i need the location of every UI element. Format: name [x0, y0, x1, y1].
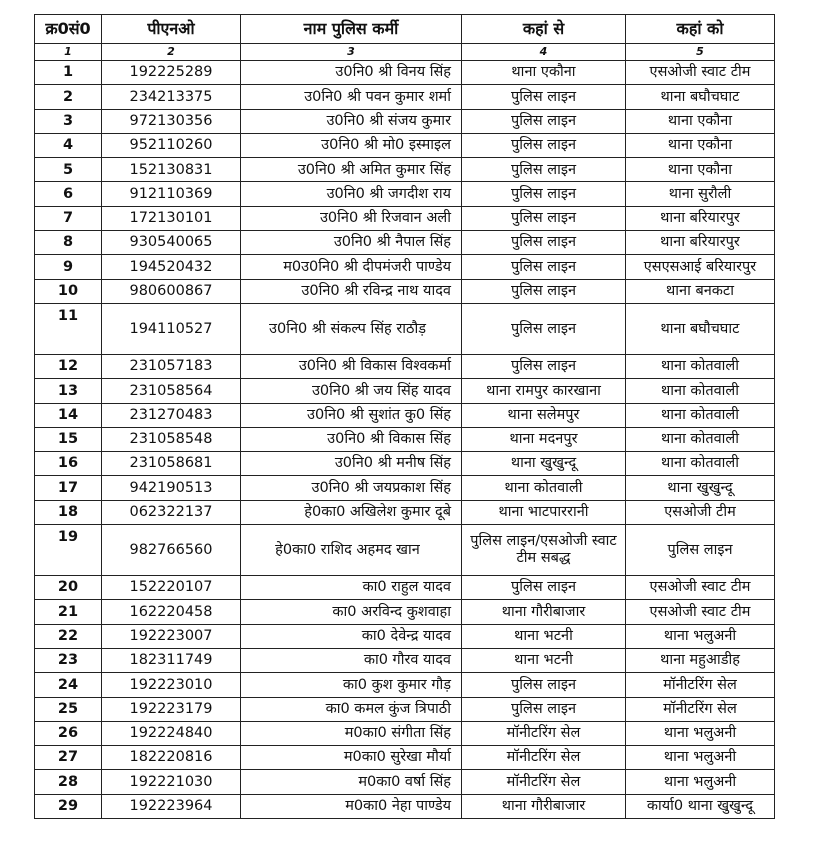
- cell-name: उ0नि0 श्री विकास सिंह: [241, 427, 462, 451]
- table-row: [35, 500, 775, 524]
- cell-to: थाना महुआडीह: [626, 648, 775, 672]
- cell-pno: 192221030: [102, 770, 241, 794]
- cell-to: एसओजी टीम: [626, 500, 775, 524]
- cell-pno: 192223964: [102, 794, 241, 818]
- cell-to: थाना बघौचघाट: [626, 85, 775, 109]
- cell-to: पुलिस लाइन: [626, 525, 775, 576]
- column-number: 2: [102, 44, 241, 61]
- cell-to: थाना बनकटा: [626, 279, 775, 303]
- table-row: [35, 648, 775, 672]
- cell-name: उ0नि0 श्री संजय कुमार: [241, 109, 462, 133]
- cell-to: थाना बरियारपुर: [626, 231, 775, 255]
- table-row: [35, 403, 775, 427]
- cell-pno: 952110260: [102, 133, 241, 157]
- table-row: [35, 158, 775, 182]
- cell-to: थाना भलुअनी: [626, 721, 775, 745]
- table-row: [35, 133, 775, 157]
- cell-sno: 10: [35, 279, 102, 303]
- cell-from: पुलिस लाइन: [462, 133, 626, 157]
- cell-name: का0 कुश कुमार गौड़: [241, 673, 462, 697]
- table-row: [35, 697, 775, 721]
- cell-sno: 16: [35, 452, 102, 476]
- table-row: [35, 746, 775, 770]
- cell-sno: 6: [35, 182, 102, 206]
- cell-name: का0 देवेन्द्र यादव: [241, 624, 462, 648]
- table-row: [35, 794, 775, 818]
- cell-sno: 11: [35, 303, 102, 354]
- cell-from: पुलिस लाइन: [462, 182, 626, 206]
- table-row: [35, 600, 775, 624]
- cell-to: थाना भलुअनी: [626, 746, 775, 770]
- header-from: कहां से: [462, 15, 626, 44]
- cell-pno: 182220816: [102, 746, 241, 770]
- cell-from: मॉनीटरिंग सेल: [462, 746, 626, 770]
- cell-from: मॉनीटरिंग सेल: [462, 721, 626, 745]
- cell-sno: 13: [35, 379, 102, 403]
- cell-sno: 28: [35, 770, 102, 794]
- cell-from: पुलिस लाइन: [462, 255, 626, 279]
- cell-sno: 5: [35, 158, 102, 182]
- table-row: [35, 525, 775, 576]
- cell-pno: 942190513: [102, 476, 241, 500]
- cell-from: पुलिस लाइन: [462, 109, 626, 133]
- cell-sno: 7: [35, 206, 102, 230]
- column-number: 1: [35, 44, 102, 61]
- cell-pno: 930540065: [102, 231, 241, 255]
- cell-sno: 1: [35, 61, 102, 85]
- cell-to: कार्या0 थाना खुखुन्दू: [626, 794, 775, 818]
- cell-to: थाना सुरौली: [626, 182, 775, 206]
- cell-from: पुलिस लाइन: [462, 576, 626, 600]
- cell-sno: 25: [35, 697, 102, 721]
- cell-from: पुलिस लाइन: [462, 206, 626, 230]
- cell-to: थाना कोतवाली: [626, 379, 775, 403]
- cell-from: पुलिस लाइन: [462, 231, 626, 255]
- table-row: [35, 476, 775, 500]
- column-number: 3: [241, 44, 462, 61]
- cell-to: एसओजी स्वाट टीम: [626, 576, 775, 600]
- column-number-row: [35, 44, 775, 61]
- cell-sno: 15: [35, 427, 102, 451]
- cell-name: हे0का0 राशिद अहमद खान: [241, 525, 462, 576]
- column-number: 5: [626, 44, 775, 61]
- table-row: [35, 61, 775, 85]
- cell-sno: 27: [35, 746, 102, 770]
- cell-sno: 22: [35, 624, 102, 648]
- cell-to: थाना बरियारपुर: [626, 206, 775, 230]
- cell-to: मॉनीटरिंग सेल: [626, 673, 775, 697]
- cell-from: पुलिस लाइन: [462, 279, 626, 303]
- cell-pno: 194110527: [102, 303, 241, 354]
- cell-name: का0 राहुल यादव: [241, 576, 462, 600]
- cell-pno: 912110369: [102, 182, 241, 206]
- cell-from: थाना सलेमपुर: [462, 403, 626, 427]
- cell-to: थाना बघौचघाट: [626, 303, 775, 354]
- table-row: [35, 303, 775, 354]
- cell-name: उ0नि0 श्री जयप्रकाश सिंह: [241, 476, 462, 500]
- header-name: नाम पुलिस कर्मी: [241, 15, 462, 44]
- table-row: [35, 85, 775, 109]
- cell-to: थाना कोतवाली: [626, 427, 775, 451]
- cell-name: का0 गौरव यादव: [241, 648, 462, 672]
- cell-name: उ0नि0 श्री संकल्प सिंह राठौड़: [241, 303, 462, 354]
- cell-name: उ0नि0 श्री सुशांत कु0 सिंह: [241, 403, 462, 427]
- cell-pno: 192223179: [102, 697, 241, 721]
- cell-pno: 192223007: [102, 624, 241, 648]
- cell-name: का0 अरविन्द कुशवाहा: [241, 600, 462, 624]
- header-row: [35, 15, 775, 44]
- cell-pno: 194520432: [102, 255, 241, 279]
- cell-pno: 192223010: [102, 673, 241, 697]
- cell-pno: 972130356: [102, 109, 241, 133]
- cell-pno: 231058564: [102, 379, 241, 403]
- table-row: [35, 721, 775, 745]
- table-row: [35, 206, 775, 230]
- cell-name: उ0नि0 श्री नैपाल सिंह: [241, 231, 462, 255]
- cell-from: थाना भाटपाररानी: [462, 500, 626, 524]
- header-pno: पीएनओ: [102, 15, 241, 44]
- cell-sno: 4: [35, 133, 102, 157]
- cell-name: उ0नि0 श्री अमित कुमार सिंह: [241, 158, 462, 182]
- cell-to: थाना कोतवाली: [626, 403, 775, 427]
- cell-from: पुलिस लाइन: [462, 673, 626, 697]
- cell-pno: 192224840: [102, 721, 241, 745]
- cell-name: म0का0 संगीता सिंह: [241, 721, 462, 745]
- cell-to: एसओजी स्वाट टीम: [626, 61, 775, 85]
- cell-name: उ0नि0 श्री मो0 इस्माइल: [241, 133, 462, 157]
- table-row: [35, 231, 775, 255]
- cell-sno: 8: [35, 231, 102, 255]
- cell-from: पुलिस लाइन: [462, 158, 626, 182]
- cell-from: थाना रामपुर कारखाना: [462, 379, 626, 403]
- cell-pno: 231058548: [102, 427, 241, 451]
- transfer-list-document: [34, 14, 774, 819]
- cell-pno: 152130831: [102, 158, 241, 182]
- table-row: [35, 255, 775, 279]
- cell-to: थाना कोतवाली: [626, 354, 775, 378]
- cell-to: एसओजी स्वाट टीम: [626, 600, 775, 624]
- cell-name: हे0का0 अखिलेश कुमार दूबे: [241, 500, 462, 524]
- cell-sno: 19: [35, 525, 102, 576]
- cell-to: थाना भलुअनी: [626, 624, 775, 648]
- cell-sno: 24: [35, 673, 102, 697]
- table-row: [35, 354, 775, 378]
- cell-to: थाना एकौना: [626, 109, 775, 133]
- column-number: 4: [462, 44, 626, 61]
- cell-sno: 20: [35, 576, 102, 600]
- cell-pno: 182311749: [102, 648, 241, 672]
- cell-name: म0उ0नि0 श्री दीपमंजरी पाण्डेय: [241, 255, 462, 279]
- cell-pno: 231057183: [102, 354, 241, 378]
- cell-pno: 162220458: [102, 600, 241, 624]
- cell-name: उ0नि0 श्री जगदीश राय: [241, 182, 462, 206]
- cell-to: मॉनीटरिंग सेल: [626, 697, 775, 721]
- cell-name: म0का0 वर्षा सिंह: [241, 770, 462, 794]
- cell-to: थाना एकौना: [626, 158, 775, 182]
- cell-name: उ0नि0 श्री विकास विश्वकर्मा: [241, 354, 462, 378]
- cell-to: थाना भलुअनी: [626, 770, 775, 794]
- cell-pno: 234213375: [102, 85, 241, 109]
- cell-from: पुलिस लाइन: [462, 85, 626, 109]
- header-to: कहां को: [626, 15, 775, 44]
- header-sno: क्र0सं0: [35, 15, 102, 44]
- cell-name: उ0नि0 श्री पवन कुमार शर्मा: [241, 85, 462, 109]
- cell-name: म0का0 नेहा पाण्डेय: [241, 794, 462, 818]
- table-row: [35, 624, 775, 648]
- cell-name: उ0नि0 श्री जय सिंह यादव: [241, 379, 462, 403]
- cell-name: उ0नि0 श्री मनीष सिंह: [241, 452, 462, 476]
- transfer-table: [34, 14, 775, 819]
- cell-name: उ0नि0 श्री विनय सिंह: [241, 61, 462, 85]
- table-row: [35, 673, 775, 697]
- cell-pno: 152220107: [102, 576, 241, 600]
- cell-from: पुलिस लाइन: [462, 303, 626, 354]
- cell-from: थाना कोतवाली: [462, 476, 626, 500]
- table-row: [35, 576, 775, 600]
- cell-pno: 980600867: [102, 279, 241, 303]
- table-body: [35, 61, 775, 819]
- table-row: [35, 452, 775, 476]
- cell-sno: 14: [35, 403, 102, 427]
- cell-from: थाना गौरीबाजार: [462, 600, 626, 624]
- cell-sno: 3: [35, 109, 102, 133]
- cell-sno: 12: [35, 354, 102, 378]
- cell-from: पुलिस लाइन/एसओजी स्वाट टीम सबद्ध: [462, 525, 626, 576]
- cell-sno: 9: [35, 255, 102, 279]
- table-row: [35, 379, 775, 403]
- cell-to: एसएसआई बरियारपुर: [626, 255, 775, 279]
- cell-pno: 172130101: [102, 206, 241, 230]
- cell-from: पुलिस लाइन: [462, 697, 626, 721]
- table-row: [35, 109, 775, 133]
- cell-from: मॉनीटरिंग सेल: [462, 770, 626, 794]
- cell-sno: 26: [35, 721, 102, 745]
- cell-to: थाना एकौना: [626, 133, 775, 157]
- cell-sno: 29: [35, 794, 102, 818]
- cell-to: थाना खुखुन्दू: [626, 476, 775, 500]
- cell-sno: 21: [35, 600, 102, 624]
- cell-pno: 062322137: [102, 500, 241, 524]
- table-row: [35, 427, 775, 451]
- cell-name: उ0नि0 श्री रिजवान अली: [241, 206, 462, 230]
- cell-from: थाना भटनी: [462, 624, 626, 648]
- table-row: [35, 770, 775, 794]
- cell-sno: 2: [35, 85, 102, 109]
- cell-pno: 231058681: [102, 452, 241, 476]
- cell-to: थाना कोतवाली: [626, 452, 775, 476]
- cell-from: पुलिस लाइन: [462, 354, 626, 378]
- cell-from: थाना गौरीबाजार: [462, 794, 626, 818]
- cell-from: थाना भटनी: [462, 648, 626, 672]
- cell-sno: 23: [35, 648, 102, 672]
- cell-pno: 192225289: [102, 61, 241, 85]
- cell-from: थाना खुखुन्दू: [462, 452, 626, 476]
- cell-name: म0का0 सुरेखा मौर्या: [241, 746, 462, 770]
- cell-pno: 231270483: [102, 403, 241, 427]
- cell-from: थाना एकौना: [462, 61, 626, 85]
- cell-sno: 18: [35, 500, 102, 524]
- table-row: [35, 279, 775, 303]
- cell-sno: 17: [35, 476, 102, 500]
- cell-name: उ0नि0 श्री रविन्द्र नाथ यादव: [241, 279, 462, 303]
- cell-name: का0 कमल कुंज त्रिपाठी: [241, 697, 462, 721]
- table-row: [35, 182, 775, 206]
- cell-pno: 982766560: [102, 525, 241, 576]
- cell-from: थाना मदनपुर: [462, 427, 626, 451]
